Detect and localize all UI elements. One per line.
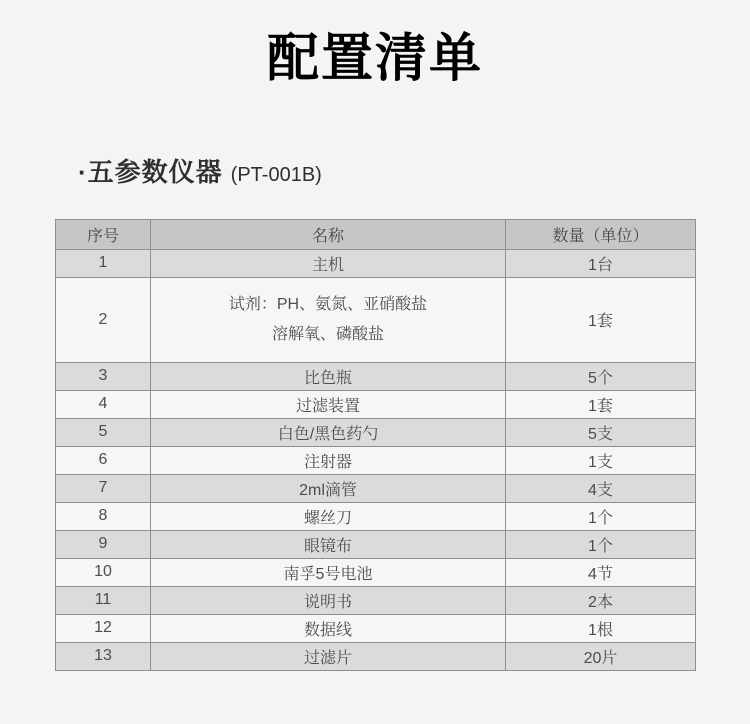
cell-qty: 1个 [506,530,696,558]
cell-name: 过滤装置 [151,390,506,418]
cell-qty: 1根 [506,614,696,642]
cell-name: 数据线 [151,614,506,642]
cell-no: 11 [56,586,151,614]
cell-name: 比色瓶 [151,362,506,390]
cell-name: 螺丝刀 [151,502,506,530]
cell-name-line-2: 溶解氧、磷酸盐 [271,325,384,343]
instrument-name: ·五参数仪器 [78,156,223,187]
cell-no: 10 [56,558,151,586]
cell-no: 3 [56,362,151,390]
table-row [56,249,696,277]
cell-qty: 1套 [506,390,696,418]
table-row [56,642,696,670]
cell-qty: 1台 [506,249,696,277]
cell-qty: 4节 [506,558,696,586]
column-header-name: 名称 [151,219,506,249]
cell-name: 白色/黑色药勺 [151,418,506,446]
cell-name: 南孚5号电池 [151,558,506,586]
cell-name [151,277,506,362]
table-row [56,474,696,502]
cell-qty: 4支 [506,474,696,502]
page-title: 配置清单 [266,30,483,88]
table-row [56,530,696,558]
cell-no: 6 [56,446,151,474]
table-row [56,502,696,530]
column-header-no: 序号 [56,219,151,249]
config-table [55,219,696,671]
cell-qty: 20片 [506,642,696,670]
cell-no: 2 [56,277,151,362]
cell-name: 说明书 [151,586,506,614]
cell-qty: 5个 [506,362,696,390]
cell-qty: 1个 [506,502,696,530]
cell-name: 主机 [151,249,506,277]
cell-no: 4 [56,390,151,418]
cell-no: 8 [56,502,151,530]
cell-name: 过滤片 [151,642,506,670]
table-row [56,558,696,586]
cell-no: 12 [56,614,151,642]
table-row [56,277,696,362]
cell-qty: 1支 [506,446,696,474]
table-row [56,586,696,614]
cell-no: 13 [56,642,151,670]
table-row [56,390,696,418]
column-header-qty: 数量（单位） [506,219,696,249]
table-row [56,614,696,642]
cell-no: 9 [56,530,151,558]
cell-qty: 1套 [506,277,696,362]
cell-name: 2ml滴管 [151,474,506,502]
cell-qty: 2本 [506,586,696,614]
cell-name-line-1: 试剂：PH、氨氮、亚硝酸盐 [228,295,428,313]
section-subtitle [78,152,750,189]
cell-name: 眼镜布 [151,530,506,558]
table-row [56,418,696,446]
cell-qty: 5支 [506,418,696,446]
table-header-row [56,219,696,249]
cell-name: 注射器 [151,446,506,474]
cell-no: 5 [56,418,151,446]
table-row [56,362,696,390]
instrument-model: (PT-001B) [230,163,322,186]
table-row [56,446,696,474]
cell-no: 7 [56,474,151,502]
cell-no: 1 [56,249,151,277]
